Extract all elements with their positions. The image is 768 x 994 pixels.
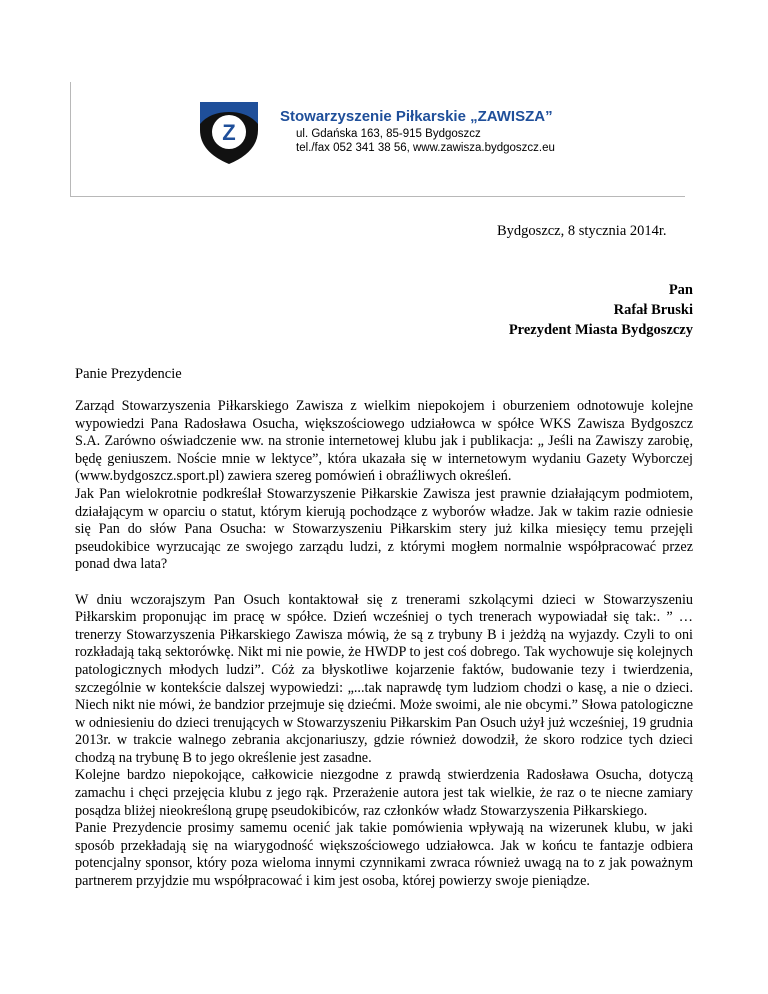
organization-name: Stowarzyszenie Piłkarskie „ZAWISZA” [280,108,553,125]
organization-contact: tel./fax 052 341 38 56, www.zawisza.bydgoszcz.eu [296,142,555,154]
body-paragraph: Panie Prezydencie prosimy samemu ocenić jak takie pomówienia wpływają na wizerunek klubu, w jaki sposób przekładają się na wiarygodność większościowego udziałowca. Jak w końcu te fantazje odbiera potencjalny sponsor, który poza wieloma innymi czynnikami zwraca również uwagą na to z jak poważnym partnerem przyjdzie mu współpracować i kim jest osoba, której powierzy swoje pieniądze. [75,820,693,890]
recipient-title: Pan [668,282,693,298]
body-paragraph: Jak Pan wielokrotnie podkreślał Stowarzyszenie Piłkarskie Zawisza jest prawnie działającym podmiotem, działającym w oparciu o statut, którym kierują pochodzące z wyborów władze. Jak w takim razie odniesie się Pan do słów Pana Osucha: w Stowarzyszeniu Piłkarskim stery już kilka miesięcy temu przejęli pseudokibice wyrzucając ze swojego zarządu ludzi, z którymi mogłem normalnie współpracować przez ponad dwa lata? [75,485,693,573]
club-shield-logo [198,100,260,166]
letter-body [75,398,693,891]
logo-letter: Z [222,120,236,145]
body-paragraph: Kolejne bardzo niepokojące, całkowicie niezgodne z prawdą stwierdzenia Radosława Osucha, dotyczą zamachu i chęci przejęcia klubu z jego rąk. Przerażenie autora jest tak wielkie, że raz o te niecne zamiary posądza bliżej nieokreśloną grupę pseudokibiców, raz członków władz Stowarzyszenia Piłkarskiego. [75,767,693,819]
body-paragraph: W dniu wczorajszym Pan Osuch kontaktował się z trenerami szkolącymi dzieci w Stowarzyszeniu Piłkarskim proponując im pracę w spółce. Dzień wcześniej o tych trenerach wypowiadał się tak:. ” … trenerzy Stowarzyszenia Piłkarskiego Zawisza mówią, że są z trybuny B i jeżdżą na wyjazdy. Czyli to oni rozkładają taką sektorówkę. Nikt mi nie powie, że HWDP to jest coś dobrego. Tak wychowuje się kolejnych patologicznych młodych ludzi”. Cóż za błyskotliwe kojarzenie faktów, budowanie tezy i twierdzenia, szczególnie w kontekście dalszej wypowiedzi: „...tak naprawdę tym ludziom chodzi o kasę, a nie o dzieci. Niech nikt nie mówi, że bandzior przejmuje się dziećmi. Może swoimi, ale nie obcymi.” Słowa patologiczne w odniesieniu do dzieci trenujących w Stowarzyszeniu Piłkarskim Pan Osuch użył już wcześniej, 19 grudnia 2013r. w trakcie walnego zebrania akcjonariuszy, gdzie również dowodził, że skoro rodzice tych dzieci chodzą na trybunę B to jego określenie jest zasadne. [75,591,693,766]
organization-address: ul. Gdańska 163, 85-915 Bydgoszcz [296,128,481,140]
recipient-block [509,280,693,340]
letter-date: Bydgoszcz, 8 stycznia 2014r. [497,223,667,239]
recipient-name: Rafał Bruski [613,302,693,318]
recipient-position: Prezydent Miasta Bydgoszczy [508,322,693,338]
body-paragraph: Zarząd Stowarzyszenia Piłkarskiego Zawisza z wielkim niepokojem i oburzeniem odnotowuje kolejne wypowiedzi Pana Radosława Osucha, większościowego udziałowca w spółce WKS Zawisza Bydgoszcz S.A. Zarówno oświadczenie ww. na stronie internetowej klubu jak i publikacja: „ Jeśli na Zawiszy zarobię, będę geniuszem. Noście mnie w lektyce”, która ukazała się w internetowym wydaniu Gazety Wyborczej (www.bydgoszcz.sport.pl) zawiera szereg pomówień i obraźliwych określeń. [75,398,693,485]
salutation: Panie Prezydencie [75,366,182,382]
